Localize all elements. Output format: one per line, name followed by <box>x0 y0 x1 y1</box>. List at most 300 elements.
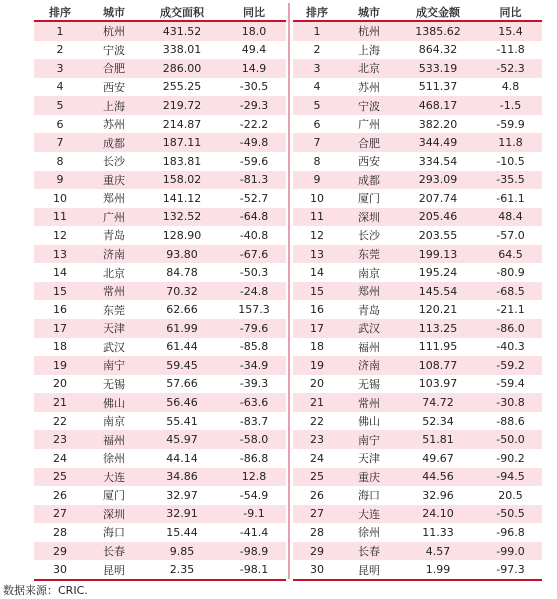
city-cell: 重庆 <box>86 171 142 190</box>
city-cell: 杭州 <box>86 21 142 41</box>
rank-cell: 14 <box>293 263 341 282</box>
city-cell: 郑州 <box>341 282 397 301</box>
yoy-cell: -67.6 <box>222 245 286 264</box>
rank-cell: 5 <box>34 96 86 115</box>
city-cell: 福州 <box>341 338 397 357</box>
rank-cell: 25 <box>34 468 86 487</box>
value-cell: 56.46 <box>142 393 222 412</box>
yoy-cell: -59.9 <box>479 115 542 134</box>
city-cell: 大连 <box>341 505 397 524</box>
city-cell: 海口 <box>86 523 142 542</box>
rank-cell: 30 <box>34 560 86 580</box>
table-row <box>34 300 286 319</box>
city-cell: 无锡 <box>86 375 142 394</box>
value-cell: 120.21 <box>397 300 479 319</box>
table-row <box>293 468 542 487</box>
value-cell: 334.54 <box>397 152 479 171</box>
table-row <box>293 338 542 357</box>
yoy-cell: -35.5 <box>479 171 542 190</box>
rank-cell: 28 <box>293 523 341 542</box>
value-cell: 864.32 <box>397 41 479 60</box>
yoy-cell: -88.6 <box>479 412 542 431</box>
city-cell: 南宁 <box>86 356 142 375</box>
value-cell: 183.81 <box>142 152 222 171</box>
city-cell: 无锡 <box>341 375 397 394</box>
yoy-cell: -10.5 <box>479 152 542 171</box>
city-cell: 西安 <box>341 152 397 171</box>
table-row <box>293 226 542 245</box>
city-cell: 南京 <box>86 412 142 431</box>
yoy-cell: -21.1 <box>479 300 542 319</box>
yoy-cell: 157.3 <box>222 300 286 319</box>
yoy-cell: -68.5 <box>479 282 542 301</box>
table-row <box>293 375 542 394</box>
column-header: 排序 <box>34 3 86 21</box>
rank-cell: 16 <box>293 300 341 319</box>
column-header: 成交金额 <box>397 3 479 21</box>
yoy-cell: -58.0 <box>222 430 286 449</box>
table-row <box>293 245 542 264</box>
rank-cell: 9 <box>293 171 341 190</box>
table-row <box>34 523 286 542</box>
city-cell: 宁波 <box>86 41 142 60</box>
rank-cell: 11 <box>34 208 86 227</box>
yoy-cell: -98.9 <box>222 542 286 561</box>
data-source-note: 数据来源：CRIC. <box>3 584 88 597</box>
city-cell: 徐州 <box>86 449 142 468</box>
yoy-cell: -11.8 <box>479 41 542 60</box>
city-cell: 深圳 <box>341 208 397 227</box>
yoy-cell: -41.4 <box>222 523 286 542</box>
yoy-cell: -50.5 <box>479 505 542 524</box>
yoy-cell: -61.1 <box>479 189 542 208</box>
city-cell: 上海 <box>86 96 142 115</box>
city-cell: 深圳 <box>86 505 142 524</box>
value-cell: 61.99 <box>142 319 222 338</box>
rank-cell: 20 <box>34 375 86 394</box>
yoy-cell: -54.9 <box>222 486 286 505</box>
yoy-cell: -59.6 <box>222 152 286 171</box>
table-row <box>293 505 542 524</box>
rank-cell: 17 <box>293 319 341 338</box>
yoy-cell: -1.5 <box>479 96 542 115</box>
rank-cell: 17 <box>34 319 86 338</box>
table-row <box>293 189 542 208</box>
city-cell: 郑州 <box>86 189 142 208</box>
value-cell: 2.35 <box>142 560 222 580</box>
rank-cell: 22 <box>34 412 86 431</box>
city-cell: 徐州 <box>341 523 397 542</box>
yoy-cell: -52.7 <box>222 189 286 208</box>
yoy-cell: -86.8 <box>222 449 286 468</box>
table-row <box>293 133 542 152</box>
yoy-cell: -81.3 <box>222 171 286 190</box>
yoy-cell: -22.2 <box>222 115 286 134</box>
table-row <box>293 486 542 505</box>
table-row <box>293 282 542 301</box>
city-cell: 合肥 <box>341 133 397 152</box>
table-row <box>293 41 542 60</box>
table-row <box>34 78 286 97</box>
yoy-cell: -40.3 <box>479 338 542 357</box>
value-cell: 1385.62 <box>397 21 479 41</box>
city-cell: 西安 <box>86 78 142 97</box>
table-divider <box>288 3 290 579</box>
yoy-cell: 15.4 <box>479 21 542 41</box>
rank-cell: 23 <box>293 430 341 449</box>
yoy-cell: -79.6 <box>222 319 286 338</box>
rank-cell: 10 <box>34 189 86 208</box>
value-cell: 108.77 <box>397 356 479 375</box>
yoy-cell: -90.2 <box>479 449 542 468</box>
value-cell: 52.34 <box>397 412 479 431</box>
city-cell: 重庆 <box>341 468 397 487</box>
city-cell: 佛山 <box>86 393 142 412</box>
table-row <box>34 542 286 561</box>
rank-cell: 22 <box>293 412 341 431</box>
table-row <box>293 78 542 97</box>
table-row <box>293 319 542 338</box>
value-cell: 32.97 <box>142 486 222 505</box>
rank-cell: 1 <box>293 21 341 41</box>
table-header-row <box>293 3 542 21</box>
rank-cell: 15 <box>293 282 341 301</box>
table-row <box>293 542 542 561</box>
rank-cell: 6 <box>293 115 341 134</box>
yoy-cell: 48.4 <box>479 208 542 227</box>
city-cell: 昆明 <box>86 560 142 580</box>
table-row <box>293 449 542 468</box>
rank-cell: 24 <box>293 449 341 468</box>
column-header: 成交面积 <box>142 3 222 21</box>
rank-cell: 19 <box>34 356 86 375</box>
city-cell: 海口 <box>341 486 397 505</box>
value-cell: 113.25 <box>397 319 479 338</box>
city-cell: 上海 <box>341 41 397 60</box>
yoy-cell: 12.8 <box>222 468 286 487</box>
city-cell: 常州 <box>341 393 397 412</box>
value-cell: 44.14 <box>142 449 222 468</box>
yoy-cell: -86.0 <box>479 319 542 338</box>
city-cell: 长春 <box>86 542 142 561</box>
rank-cell: 12 <box>293 226 341 245</box>
city-cell: 苏州 <box>341 78 397 97</box>
table-row <box>293 300 542 319</box>
city-cell: 青岛 <box>341 300 397 319</box>
value-cell: 84.78 <box>142 263 222 282</box>
rank-cell: 1 <box>34 21 86 41</box>
value-cell: 15.44 <box>142 523 222 542</box>
value-cell: 205.46 <box>397 208 479 227</box>
rank-cell: 8 <box>293 152 341 171</box>
value-cell: 158.02 <box>142 171 222 190</box>
value-cell: 51.81 <box>397 430 479 449</box>
table-row <box>293 96 542 115</box>
city-cell: 天津 <box>341 449 397 468</box>
city-cell: 东莞 <box>86 300 142 319</box>
table-row <box>34 208 286 227</box>
yoy-cell: -39.3 <box>222 375 286 394</box>
value-cell: 62.66 <box>142 300 222 319</box>
rank-cell: 6 <box>34 115 86 134</box>
yoy-cell: -30.5 <box>222 78 286 97</box>
rank-cell: 4 <box>34 78 86 97</box>
yoy-cell: -29.3 <box>222 96 286 115</box>
table-row <box>293 393 542 412</box>
value-cell: 61.44 <box>142 338 222 357</box>
table-row <box>293 21 542 41</box>
value-cell: 214.87 <box>142 115 222 134</box>
yoy-cell: 18.0 <box>222 21 286 41</box>
rank-cell: 9 <box>34 171 86 190</box>
rank-cell: 24 <box>34 449 86 468</box>
rank-cell: 15 <box>34 282 86 301</box>
table-row <box>293 208 542 227</box>
yoy-cell: -97.3 <box>479 560 542 580</box>
yoy-cell: 49.4 <box>222 41 286 60</box>
table-row <box>34 560 286 580</box>
city-cell: 天津 <box>86 319 142 338</box>
city-cell: 长沙 <box>341 226 397 245</box>
value-cell: 344.49 <box>397 133 479 152</box>
value-cell: 24.10 <box>397 505 479 524</box>
yoy-cell: -83.7 <box>222 412 286 431</box>
rank-cell: 13 <box>34 245 86 264</box>
value-cell: 141.12 <box>142 189 222 208</box>
yoy-cell: -98.1 <box>222 560 286 580</box>
yoy-cell: -9.1 <box>222 505 286 524</box>
rank-cell: 23 <box>34 430 86 449</box>
rank-cell: 18 <box>293 338 341 357</box>
table-row <box>34 282 286 301</box>
city-cell: 北京 <box>341 59 397 78</box>
value-cell: 128.90 <box>142 226 222 245</box>
yoy-cell: -49.8 <box>222 133 286 152</box>
value-cell: 338.01 <box>142 41 222 60</box>
city-cell: 宁波 <box>341 96 397 115</box>
yoy-cell: -52.3 <box>479 59 542 78</box>
rank-cell: 8 <box>34 152 86 171</box>
value-cell: 49.67 <box>397 449 479 468</box>
value-cell: 533.19 <box>397 59 479 78</box>
column-header: 同比 <box>479 3 542 21</box>
yoy-cell: -40.8 <box>222 226 286 245</box>
city-cell: 青岛 <box>86 226 142 245</box>
rank-cell: 2 <box>293 41 341 60</box>
table-row <box>293 171 542 190</box>
city-cell: 杭州 <box>341 21 397 41</box>
value-cell: 203.55 <box>397 226 479 245</box>
city-cell: 长沙 <box>86 152 142 171</box>
city-cell: 武汉 <box>86 338 142 357</box>
table-row <box>293 560 542 580</box>
yoy-cell: -50.0 <box>479 430 542 449</box>
yoy-cell: -63.6 <box>222 393 286 412</box>
value-cell: 93.80 <box>142 245 222 264</box>
column-header: 城市 <box>86 3 142 21</box>
table-row <box>34 319 286 338</box>
value-cell: 74.72 <box>397 393 479 412</box>
table-row <box>34 41 286 60</box>
value-cell: 111.95 <box>397 338 479 357</box>
city-cell: 武汉 <box>341 319 397 338</box>
table-row <box>293 59 542 78</box>
table-row <box>34 226 286 245</box>
value-cell: 45.97 <box>142 430 222 449</box>
rank-cell: 3 <box>34 59 86 78</box>
table-row <box>293 412 542 431</box>
value-cell: 219.72 <box>142 96 222 115</box>
value-cell: 145.54 <box>397 282 479 301</box>
value-cell: 382.20 <box>397 115 479 134</box>
rank-cell: 11 <box>293 208 341 227</box>
city-cell: 济南 <box>341 356 397 375</box>
city-cell: 南宁 <box>341 430 397 449</box>
rank-cell: 7 <box>34 133 86 152</box>
yoy-cell: 20.5 <box>479 486 542 505</box>
value-cell: 32.96 <box>397 486 479 505</box>
city-cell: 昆明 <box>341 560 397 580</box>
table-row <box>34 189 286 208</box>
city-cell: 成都 <box>86 133 142 152</box>
city-cell: 长春 <box>341 542 397 561</box>
table-row <box>34 245 286 264</box>
value-cell: 187.11 <box>142 133 222 152</box>
rank-cell: 26 <box>34 486 86 505</box>
table-row <box>34 21 286 41</box>
yoy-cell: 11.8 <box>479 133 542 152</box>
table-row <box>34 486 286 505</box>
rank-cell: 29 <box>293 542 341 561</box>
table-header-row <box>34 3 286 21</box>
city-cell: 广州 <box>86 208 142 227</box>
value-cell: 195.24 <box>397 263 479 282</box>
value-cell: 468.17 <box>397 96 479 115</box>
city-cell: 厦门 <box>86 486 142 505</box>
rank-cell: 13 <box>293 245 341 264</box>
table-row <box>34 263 286 282</box>
city-cell: 大连 <box>86 468 142 487</box>
rank-cell: 29 <box>34 542 86 561</box>
value-cell: 255.25 <box>142 78 222 97</box>
value-cell: 55.41 <box>142 412 222 431</box>
city-cell: 佛山 <box>341 412 397 431</box>
table-row <box>34 59 286 78</box>
yoy-cell: -59.2 <box>479 356 542 375</box>
yoy-cell: -99.0 <box>479 542 542 561</box>
rank-cell: 5 <box>293 96 341 115</box>
yoy-cell: -24.8 <box>222 282 286 301</box>
rank-cell: 25 <box>293 468 341 487</box>
value-cell: 431.52 <box>142 21 222 41</box>
city-cell: 常州 <box>86 282 142 301</box>
rank-cell: 20 <box>293 375 341 394</box>
value-cell: 11.33 <box>397 523 479 542</box>
table-row <box>34 412 286 431</box>
table-row <box>34 338 286 357</box>
amount-ranking-table <box>293 3 542 581</box>
value-cell: 32.91 <box>142 505 222 524</box>
value-cell: 9.85 <box>142 542 222 561</box>
rank-cell: 12 <box>34 226 86 245</box>
city-cell: 东莞 <box>341 245 397 264</box>
table-row <box>34 449 286 468</box>
value-cell: 286.00 <box>142 59 222 78</box>
value-cell: 4.57 <box>397 542 479 561</box>
rank-cell: 26 <box>293 486 341 505</box>
rank-cell: 18 <box>34 338 86 357</box>
city-cell: 南京 <box>341 263 397 282</box>
city-cell: 济南 <box>86 245 142 264</box>
city-cell: 北京 <box>86 263 142 282</box>
rank-cell: 2 <box>34 41 86 60</box>
yoy-cell: -59.4 <box>479 375 542 394</box>
column-header: 同比 <box>222 3 286 21</box>
table-row <box>293 356 542 375</box>
yoy-cell: -80.9 <box>479 263 542 282</box>
yoy-cell: -57.0 <box>479 226 542 245</box>
yoy-cell: -64.8 <box>222 208 286 227</box>
value-cell: 207.74 <box>397 189 479 208</box>
value-cell: 44.56 <box>397 468 479 487</box>
table-row <box>293 263 542 282</box>
table-row <box>34 356 286 375</box>
rank-cell: 4 <box>293 78 341 97</box>
yoy-cell: -34.9 <box>222 356 286 375</box>
table-row <box>34 468 286 487</box>
rank-cell: 14 <box>34 263 86 282</box>
rank-cell: 21 <box>34 393 86 412</box>
table-row <box>34 393 286 412</box>
table-row <box>293 115 542 134</box>
city-cell: 合肥 <box>86 59 142 78</box>
table-row <box>34 171 286 190</box>
rank-cell: 10 <box>293 189 341 208</box>
rank-cell: 30 <box>293 560 341 580</box>
city-cell: 苏州 <box>86 115 142 134</box>
yoy-cell: 64.5 <box>479 245 542 264</box>
table-row <box>34 505 286 524</box>
value-cell: 1.99 <box>397 560 479 580</box>
table-row <box>293 430 542 449</box>
value-cell: 34.86 <box>142 468 222 487</box>
table-row <box>34 430 286 449</box>
city-cell: 成都 <box>341 171 397 190</box>
value-cell: 199.13 <box>397 245 479 264</box>
value-cell: 57.66 <box>142 375 222 394</box>
table-row <box>293 152 542 171</box>
rank-cell: 27 <box>34 505 86 524</box>
value-cell: 511.37 <box>397 78 479 97</box>
value-cell: 59.45 <box>142 356 222 375</box>
table-row <box>34 115 286 134</box>
rank-cell: 3 <box>293 59 341 78</box>
table-row <box>34 375 286 394</box>
column-header: 排序 <box>293 3 341 21</box>
city-cell: 广州 <box>341 115 397 134</box>
rank-cell: 27 <box>293 505 341 524</box>
yoy-cell: -30.8 <box>479 393 542 412</box>
column-header: 城市 <box>341 3 397 21</box>
city-cell: 厦门 <box>341 189 397 208</box>
yoy-cell: -85.8 <box>222 338 286 357</box>
rank-cell: 16 <box>34 300 86 319</box>
rank-cell: 19 <box>293 356 341 375</box>
table-row <box>34 152 286 171</box>
rank-cell: 7 <box>293 133 341 152</box>
value-cell: 70.32 <box>142 282 222 301</box>
yoy-cell: -94.5 <box>479 468 542 487</box>
